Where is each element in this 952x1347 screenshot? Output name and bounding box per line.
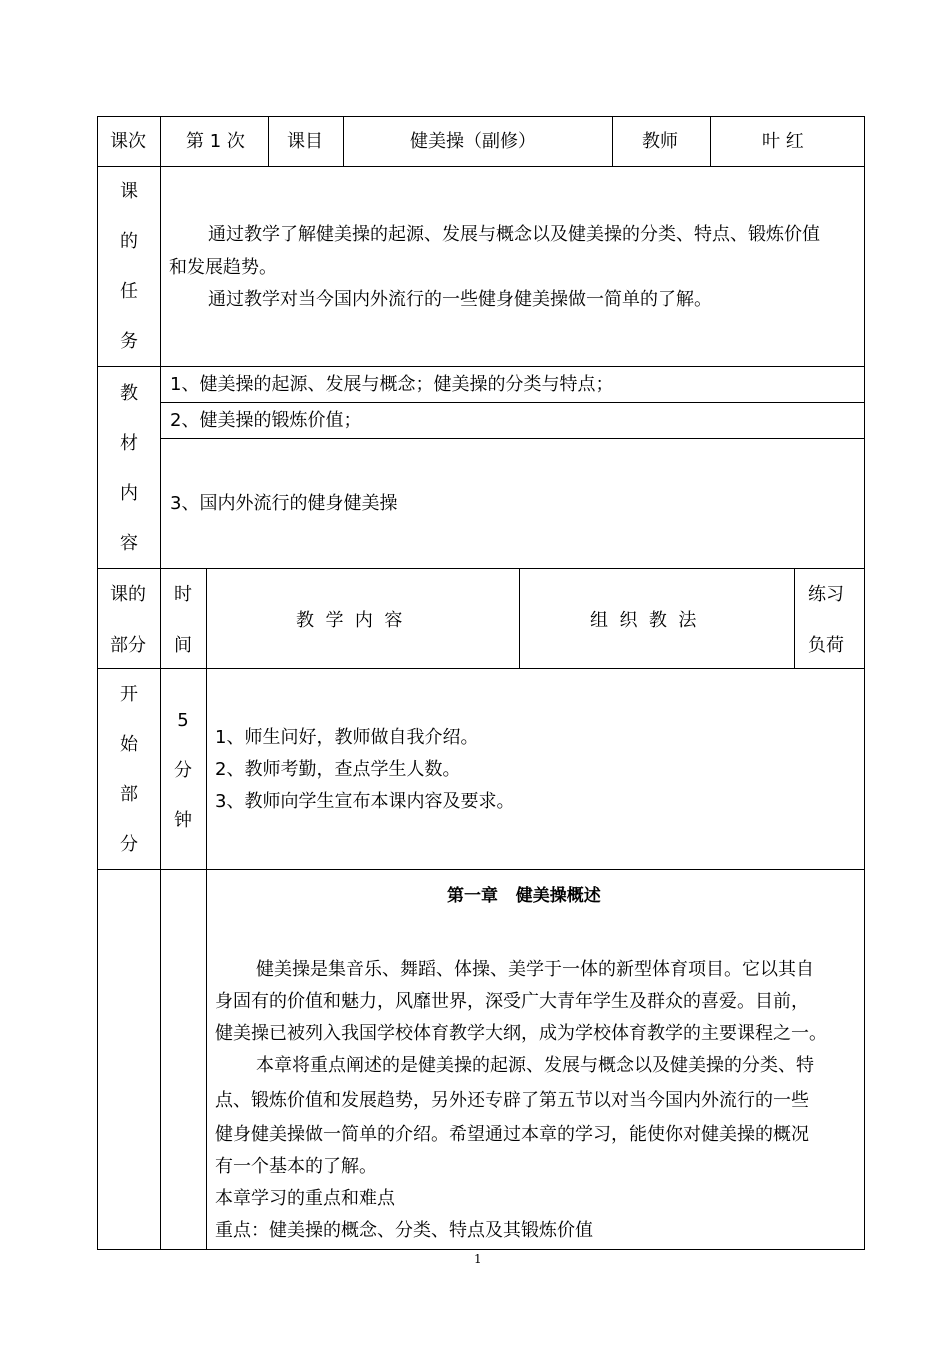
time-header-line2: 间 [174,635,192,656]
chapter-text-line: 点、锻炼价值和发展趋势，另外还专辟了第五节以对当今国内外流行的一些 [215,1090,809,1111]
task-text-line3: 通过教学对当今国内外流行的一些健身健美操做一简单的了解。 [208,289,712,310]
materials-item: 2、健美操的锻炼价值； [170,410,362,431]
chapter-text-line: 有一个基本的了解。 [215,1156,377,1177]
teacher-label: 教师 [642,131,678,152]
chapter-text-line: 身固有的价值和魅力，风靡世界，深受广大青年学生及群众的喜爱。目前， [215,991,809,1012]
time-header-line1: 时 [174,584,192,605]
task-text-line1: 通过教学了解健美操的起源、发展与概念以及健美操的分类、特点、锻炼价值 [208,224,820,245]
content-header: 教 学 内 容 [296,610,403,631]
chapter-part-cell [97,869,161,1250]
subject-value: 健美操（副修） [410,131,536,152]
chapter-time-cell [160,869,207,1250]
teacher-value: 叶 红 [762,131,804,152]
subject-label: 课目 [287,131,323,152]
load-header-line2: 负荷 [808,635,844,656]
materials-item: 3、国内外流行的健身健美操 [170,493,398,514]
chapter-title: 第一章 健美操概述 [447,886,601,906]
chapter-text-line: 健身健美操做一简单的介绍。希望通过本章的学习，能使你对健美操的概况 [215,1124,809,1145]
part-header-line1: 课的 [110,584,146,605]
task-text-line2: 和发展趋势。 [169,257,277,278]
chapter-text-line: 重点：健美操的概念、分类、特点及其锻炼价值 [215,1220,593,1241]
opening-label: 开 始 部 分 [120,684,138,855]
opening-item: 3、教师向学生宣布本课内容及要求。 [215,791,515,812]
chapter-text-line: 本章学习的重点和难点 [215,1188,395,1209]
part-header-line2: 部分 [110,635,146,656]
opening-item: 2、教师考勤，查点学生人数。 [215,759,461,780]
lesson-no-value: 第 1 次 [186,131,245,152]
method-header: 组 织 教 法 [590,610,697,631]
page-number: 1 [474,1252,482,1266]
chapter-text-line: 本章将重点阐述的是健美操的起源、发展与概念以及健美操的分类、特 [256,1055,814,1076]
opening-item: 1、师生问好，教师做自我介绍。 [215,727,479,748]
materials-item: 1、健美操的起源、发展与概念；健美操的分类与特点； [170,374,614,395]
materials-label: 教 材 内 容 [120,383,138,554]
chapter-text-line: 健美操是集音乐、舞蹈、体操、美学于一体的新型体育项目。它以其自 [256,959,814,980]
task-label: 课 的 任 务 [120,181,138,352]
chapter-text-line: 健美操已被列入我国学校体育教学大纲，成为学校体育教学的主要课程之一。 [215,1023,827,1044]
opening-time: 5 分 钟 [174,710,192,831]
load-header-line1: 练习 [808,584,844,605]
lesson-no-label: 课次 [110,131,146,152]
